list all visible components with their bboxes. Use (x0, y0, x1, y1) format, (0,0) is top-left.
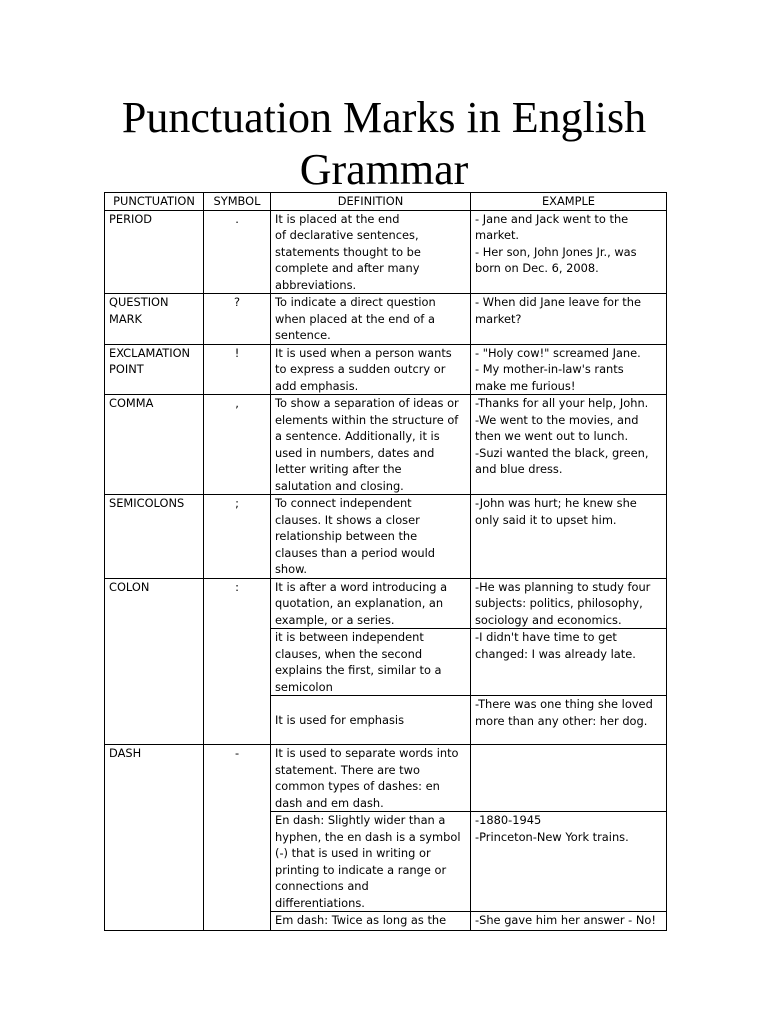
punctuation-name: COMMA (105, 395, 204, 495)
definition-text: Em dash: Twice as long as the (275, 913, 447, 927)
header-symbol: SYMBOL (204, 193, 271, 211)
example-cell: -He was planning to study four subjects: politics, philosophy, sociology and economics. (471, 578, 667, 629)
symbol-cell: ; (204, 495, 271, 579)
definition-cell: To connect independent clauses. It shows a closer relationship between the clauses than a period would show. (271, 495, 471, 579)
symbol-cell: . (204, 210, 271, 294)
definition-cell: En dash: Slightly wider than a hyphen, the en dash is a symbol (-) that is used in writing or printing to indicate a range or connections and differentiations. (271, 812, 471, 912)
definition-cell: it is between independent clauses, when the second explains the first, similar to a semicolon (271, 629, 471, 696)
title-line-1: Punctuation Marks in English (121, 93, 647, 142)
header-definition: DEFINITION (271, 193, 471, 211)
symbol-cell: - (204, 745, 271, 931)
symbol-cell: : (204, 578, 271, 745)
page-title (0, 92, 768, 196)
symbol-cell: , (204, 395, 271, 495)
row-semicolons (105, 495, 667, 579)
row-colon (105, 578, 667, 629)
punctuation-name: PERIOD (105, 210, 204, 294)
example-text: -She gave him her answer - No! (475, 913, 656, 927)
row-question-mark (105, 294, 667, 345)
example-cell: - When did Jane leave for the market? (471, 294, 667, 345)
example-cell: -I didn't have time to get changed: I was already late. (471, 629, 667, 696)
definition-cell (271, 912, 471, 931)
example-cell (471, 745, 667, 812)
row-dash (105, 745, 667, 812)
example-cell: - "Holy cow!" screamed Jane. - My mother-in-law's rants make me furious! (471, 344, 667, 395)
definition-cell: It is used to separate words into statement. There are two common types of dashes: en dash and em dash. (271, 745, 471, 812)
title-line-2: Grammar (299, 145, 469, 194)
row-comma (105, 395, 667, 495)
row-exclamation-point (105, 344, 667, 395)
example-cell: -Thanks for all your help, John. -We went to the movies, and then we went out to lunch. -Suzi wanted the black, green, and blue dress. (471, 395, 667, 495)
punctuation-name: EXCLAMATION POINT (105, 344, 204, 395)
row-period (105, 210, 667, 294)
definition-cell: It is used when a person wants to express a sudden outcry or add emphasis. (271, 344, 471, 395)
definition-cell: To show a separation of ideas or elements within the structure of a sentence. Additionally, it is used in numbers, dates and letter writing after the salutation and closing. (271, 395, 471, 495)
symbol-cell: ! (204, 344, 271, 395)
header-row (105, 193, 667, 211)
definition-cell: It is placed at the end of declarative sentences, statements thought to be complete and after many abbreviations. (271, 210, 471, 294)
punctuation-table (104, 192, 667, 931)
punctuation-name: QUESTION MARK (105, 294, 204, 345)
example-cell (471, 912, 667, 931)
definition-cell: It is after a word introducing a quotation, an explanation, an example, or a series. (271, 578, 471, 629)
punctuation-name: SEMICOLONS (105, 495, 204, 579)
example-cell: -There was one thing she loved more than any other: her dog. (471, 696, 667, 745)
punctuation-name: DASH (105, 745, 204, 931)
definition-cell: To indicate a direct question when placed at the end of a sentence. (271, 294, 471, 345)
punctuation-name: COLON (105, 578, 204, 745)
example-cell: - Jane and Jack went to the market. - Her son, John Jones Jr., was born on Dec. 6, 2008. (471, 210, 667, 294)
header-punctuation: PUNCTUATION (105, 193, 204, 211)
header-example: EXAMPLE (471, 193, 667, 211)
symbol-cell: ? (204, 294, 271, 345)
example-cell: -1880-1945 -Princeton-New York trains. (471, 812, 667, 912)
definition-cell: It is used for emphasis (271, 696, 471, 745)
example-cell: -John was hurt; he knew she only said it to upset him. (471, 495, 667, 579)
